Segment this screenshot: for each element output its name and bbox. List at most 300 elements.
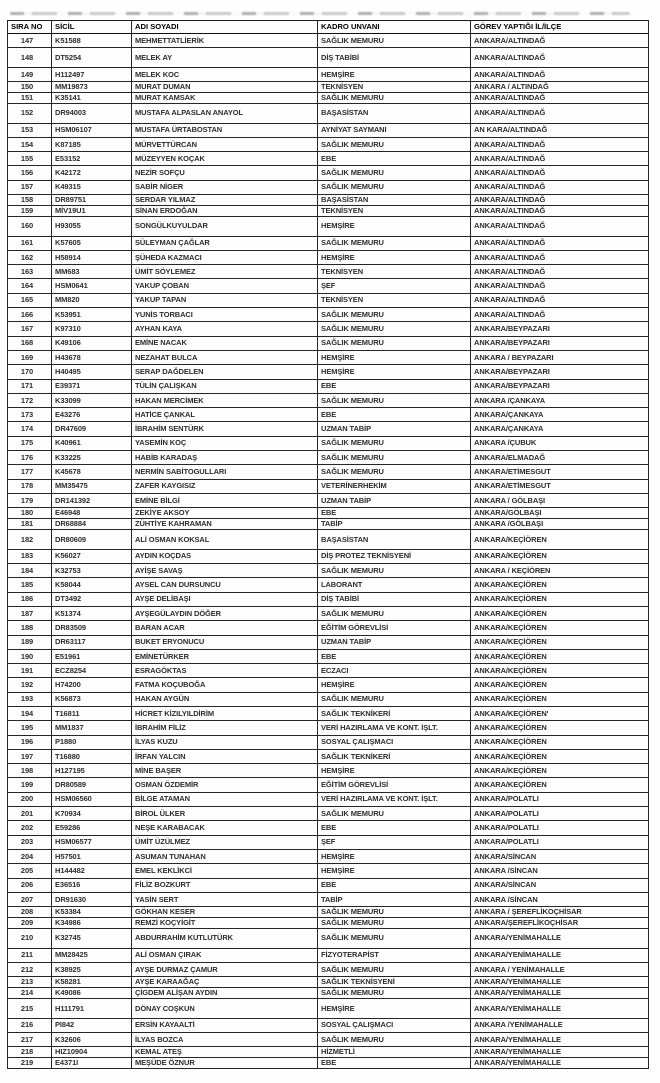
table-row: [8, 835, 649, 849]
table-row: [8, 236, 649, 250]
table-row: [8, 104, 649, 124]
cell-kadro-unvani: HEMŞİRE: [318, 849, 471, 863]
cell-sira-no: 180: [8, 508, 52, 519]
table-row: [8, 606, 649, 620]
table-row: [8, 408, 649, 422]
cell-sicil: PI842: [52, 1018, 132, 1032]
cell-sicil: MİV19U1: [52, 206, 132, 217]
table-row: [8, 735, 649, 749]
table-row: [8, 34, 649, 48]
cell-sicil: ECZ8254: [52, 664, 132, 678]
table-row: [8, 592, 649, 606]
cell-adi-soyadi: HİCRET KİZILYILDİRİM: [132, 706, 318, 720]
cell-gorev-il-ilce: ANKARA/KEÇİÖREN: [471, 549, 649, 563]
cell-adi-soyadi: YAKUP TAPAN: [132, 293, 318, 307]
cell-gorev-il-ilce: ANKARA / YENİMAHALLE: [471, 962, 649, 976]
cell-sicil: K49106: [52, 336, 132, 350]
cell-sira-no: 187: [8, 606, 52, 620]
table-row: [8, 308, 649, 322]
table-row: [8, 279, 649, 293]
cell-gorev-il-ilce: ANKARA /YENİMAHALLE: [471, 1018, 649, 1032]
cell-sicil: K57605: [52, 236, 132, 250]
cell-gorev-il-ilce: ANKARA/YENİMAHALLE: [471, 1047, 649, 1058]
cell-adi-soyadi: YASİN SERT: [132, 892, 318, 906]
cell-sicil: H144482: [52, 864, 132, 878]
cell-adi-soyadi: SİNAN ERDOĞAN: [132, 206, 318, 217]
table-row: [8, 48, 649, 68]
cell-sira-no: 182: [8, 530, 52, 550]
cell-kadro-unvani: SAĞLIK MEMURU: [318, 962, 471, 976]
cell-gorev-il-ilce: ANKARA/KEÇİÖREN: [471, 592, 649, 606]
cell-gorev-il-ilce: ANKARA/ALTINDAĞ: [471, 137, 649, 151]
cell-adi-soyadi: SONGÜLKUYULDAR: [132, 217, 318, 237]
cell-sicil: K32606: [52, 1033, 132, 1047]
cell-adi-soyadi: YASEMİN KOÇ: [132, 436, 318, 450]
cell-gorev-il-ilce: ANKARA/ALTINDAĞ: [471, 104, 649, 124]
cell-gorev-il-ilce: ANKARA /SİNCAN: [471, 892, 649, 906]
table-row: [8, 217, 649, 237]
table-row: [8, 451, 649, 465]
cell-sicil: HSM06560: [52, 792, 132, 806]
cell-sira-no: 184: [8, 564, 52, 578]
cell-gorev-il-ilce: ANKARA/ALTINDAĞ: [471, 67, 649, 81]
cell-gorev-il-ilce: ANKARA/YENİMAHALLE: [471, 948, 649, 962]
cell-sira-no: 155: [8, 152, 52, 166]
cell-sira-no: 206: [8, 878, 52, 892]
cell-sira-no: 166: [8, 308, 52, 322]
cell-adi-soyadi: BİLGE ATAMAN: [132, 792, 318, 806]
cell-kadro-unvani: SAĞLIK TEKNİSYENİ: [318, 977, 471, 988]
cell-sicil: E59286: [52, 821, 132, 835]
table-row: [8, 365, 649, 379]
cell-sicil: HSM0641: [52, 279, 132, 293]
cell-kadro-unvani: BAŞASİSTAN: [318, 195, 471, 206]
cell-sira-no: 162: [8, 250, 52, 264]
table-row: [8, 878, 649, 892]
cell-sicil: K87185: [52, 137, 132, 151]
cell-sicil: K42172: [52, 166, 132, 180]
cell-sicil: K53951: [52, 308, 132, 322]
cell-sira-no: 191: [8, 664, 52, 678]
table-row: [8, 166, 649, 180]
cell-gorev-il-ilce: ANKARA/KEÇİÖREN: [471, 735, 649, 749]
column-header-kadro-unvani: KADRO UNVANI: [318, 21, 471, 34]
cell-sicil: K70934: [52, 807, 132, 821]
table-body: [8, 34, 649, 1069]
table-row: [8, 821, 649, 835]
table-row: [8, 892, 649, 906]
column-header-sicil: SİCİL: [52, 21, 132, 34]
cell-sira-no: 149: [8, 67, 52, 81]
cell-sicil: E53152: [52, 152, 132, 166]
table-row: [8, 664, 649, 678]
cell-sicil: K53384: [52, 907, 132, 918]
cell-sira-no: 151: [8, 93, 52, 104]
table-row: [8, 678, 649, 692]
cell-kadro-unvani: AYNİYAT SAYMANI: [318, 123, 471, 137]
cell-gorev-il-ilce: ANKARA/KEÇİÖREN': [471, 706, 649, 720]
cell-sicil: DR80589: [52, 778, 132, 792]
cell-sicil: K49086: [52, 988, 132, 999]
cell-sira-no: 215: [8, 999, 52, 1019]
cell-gorev-il-ilce: ANKARA/ALTINDAĞ: [471, 236, 649, 250]
cell-kadro-unvani: SAĞLIK MEMURU: [318, 393, 471, 407]
cell-gorev-il-ilce: ANKARA /ÇANKAYA: [471, 393, 649, 407]
cell-kadro-unvani: DİŞ TABİBİ: [318, 592, 471, 606]
cell-sicil: H93055: [52, 217, 132, 237]
cell-sicil: K38925: [52, 962, 132, 976]
cell-sicil: E43276: [52, 408, 132, 422]
cell-sicil: DR63117: [52, 635, 132, 649]
table-row: [8, 1047, 649, 1058]
table-row: [8, 206, 649, 217]
cell-gorev-il-ilce: ANKARA/BEYPAZARI: [471, 365, 649, 379]
cell-kadro-unvani: EBE: [318, 408, 471, 422]
cell-kadro-unvani: SAĞLIK MEMURU: [318, 93, 471, 104]
table-row: [8, 621, 649, 635]
cell-sira-no: 196: [8, 735, 52, 749]
table-row: [8, 948, 649, 962]
table-row: [8, 864, 649, 878]
cell-sira-no: 171: [8, 379, 52, 393]
cell-gorev-il-ilce: ANKARA/POLATLI: [471, 835, 649, 849]
cell-sicil: H112497: [52, 67, 132, 81]
cell-kadro-unvani: EBE: [318, 821, 471, 835]
table-row: [8, 93, 649, 104]
cell-sira-no: 160: [8, 217, 52, 237]
cell-gorev-il-ilce: ANKARA/KEÇİÖREN: [471, 764, 649, 778]
cell-sicil: DR89751: [52, 195, 132, 206]
cell-adi-soyadi: HABİB KARADAŞ: [132, 451, 318, 465]
cell-sicil: E39371: [52, 379, 132, 393]
cell-adi-soyadi: ABDURRAHİM KUTLUTÜRK: [132, 929, 318, 949]
cell-gorev-il-ilce: ANKARA/YENİMAHALLE: [471, 929, 649, 949]
cell-gorev-il-ilce: ANKARA/ALTINDAĞ: [471, 250, 649, 264]
cell-kadro-unvani: HEMŞİRE: [318, 350, 471, 364]
cell-sira-no: 216: [8, 1018, 52, 1032]
cell-sira-no: 159: [8, 206, 52, 217]
cell-sicil: H58914: [52, 250, 132, 264]
cell-adi-soyadi: KEMAL ATEŞ: [132, 1047, 318, 1058]
cell-adi-soyadi: MELEK KOC: [132, 67, 318, 81]
cell-sicil: E36516: [52, 878, 132, 892]
cell-sira-no: 199: [8, 778, 52, 792]
cell-gorev-il-ilce: ANKARA/POLATLI: [471, 821, 649, 835]
cell-sira-no: 152: [8, 104, 52, 124]
cell-sira-no: 178: [8, 479, 52, 493]
cell-adi-soyadi: ÜMİT SÖYLEMEZ: [132, 265, 318, 279]
cell-adi-soyadi: MURAT KAMSAK: [132, 93, 318, 104]
cell-gorev-il-ilce: ANKARA/KEÇİÖREN: [471, 664, 649, 678]
cell-kadro-unvani: HEMŞİRE: [318, 217, 471, 237]
cell-adi-soyadi: NERMİN SABİTOGULLARI: [132, 465, 318, 479]
cell-kadro-unvani: EBE: [318, 878, 471, 892]
table-row: [8, 1058, 649, 1069]
cell-sicil: DR94003: [52, 104, 132, 124]
cell-adi-soyadi: REMZİ KOÇYİGİT: [132, 918, 318, 929]
cell-sicil: HSM06577: [52, 835, 132, 849]
cell-adi-soyadi: SABİR NİGER: [132, 180, 318, 194]
table-row: [8, 393, 649, 407]
cell-sira-no: 173: [8, 408, 52, 422]
cell-kadro-unvani: ŞEF: [318, 279, 471, 293]
cell-gorev-il-ilce: ANKARA /GÖLBAŞI: [471, 519, 649, 530]
cell-kadro-unvani: SAĞLIK MEMURU: [318, 465, 471, 479]
table-row: [8, 322, 649, 336]
cell-sira-no: 192: [8, 678, 52, 692]
cell-sira-no: 183: [8, 549, 52, 563]
cell-sicil: DR83509: [52, 621, 132, 635]
cell-adi-soyadi: AYŞE KARAAĞAÇ: [132, 977, 318, 988]
cell-adi-soyadi: EMİNE NACAK: [132, 336, 318, 350]
cell-adi-soyadi: AYŞE DURMAZ ÇAMUR: [132, 962, 318, 976]
cell-sicil: H74200: [52, 678, 132, 692]
table-row: [8, 778, 649, 792]
table-row: [8, 1033, 649, 1047]
table-row: [8, 749, 649, 763]
cell-adi-soyadi: AYSEL CAN DURSUNCU: [132, 578, 318, 592]
cell-kadro-unvani: SAĞLIK MEMURU: [318, 436, 471, 450]
cell-kadro-unvani: DİŞ TABİBİ: [318, 48, 471, 68]
cell-sicil: MM28425: [52, 948, 132, 962]
cell-sira-no: 147: [8, 34, 52, 48]
cell-gorev-il-ilce: ANKARA/YENİMAHALLE: [471, 1033, 649, 1047]
cell-sicil: K56873: [52, 692, 132, 706]
cell-gorev-il-ilce: ANKARA/ŞEREFLİKOÇHİSAR: [471, 918, 649, 929]
cell-gorev-il-ilce: ANKARA/YENİMAHALLE: [471, 988, 649, 999]
cell-adi-soyadi: FATMA KOÇUBOĞA: [132, 678, 318, 692]
cell-kadro-unvani: SAĞLIK MEMURU: [318, 1033, 471, 1047]
table-row: [8, 293, 649, 307]
cell-adi-soyadi: MÜZEYYEN KOÇAK: [132, 152, 318, 166]
cell-gorev-il-ilce: ANKARA /SİNCAN: [471, 864, 649, 878]
cell-gorev-il-ilce: ANKARA/ÇANKAYA: [471, 422, 649, 436]
cell-sira-no: 205: [8, 864, 52, 878]
cell-sicil: MM820: [52, 293, 132, 307]
cell-kadro-unvani: LABORANT: [318, 578, 471, 592]
table-row: [8, 1018, 649, 1032]
cell-adi-soyadi: İBRAHİM FİLİZ: [132, 721, 318, 735]
cell-sicil: H43678: [52, 350, 132, 364]
cell-adi-soyadi: MUSTAFA ALPASLAN ANAYOL: [132, 104, 318, 124]
cell-kadro-unvani: SAĞLIK MEMURU: [318, 918, 471, 929]
cell-sicil: H127195: [52, 764, 132, 778]
cell-sicil: HSM06107: [52, 123, 132, 137]
cell-sira-no: 181: [8, 519, 52, 530]
cell-gorev-il-ilce: ANKARA/ETİMESGUT: [471, 479, 649, 493]
cell-sira-no: 179: [8, 493, 52, 507]
cell-kadro-unvani: SAĞLIK MEMURU: [318, 907, 471, 918]
cell-gorev-il-ilce: ANKARA/ALTINDAĞ: [471, 293, 649, 307]
cell-gorev-il-ilce: ANKARA/KEÇİÖREN: [471, 678, 649, 692]
cell-gorev-il-ilce: ANKARA/KEÇİÖREN: [471, 606, 649, 620]
table-row: [8, 564, 649, 578]
cell-kadro-unvani: UZMAN TABİP: [318, 422, 471, 436]
cell-sicil: K58281: [52, 977, 132, 988]
cell-sicil: K40961: [52, 436, 132, 450]
cell-sicil: MM683: [52, 265, 132, 279]
cell-gorev-il-ilce: ANKARA/ALTINDAĞ: [471, 180, 649, 194]
cell-gorev-il-ilce: ANKARA/ALTINDAĞ: [471, 308, 649, 322]
cell-kadro-unvani: VERİ HAZIRLAMA VE KONT. İŞLT.: [318, 721, 471, 735]
cell-adi-soyadi: ÇİGDEM ALİŞAN AYDIN: [132, 988, 318, 999]
column-header-adi-soyadi: ADI SOYADI: [132, 21, 318, 34]
table-row: [8, 721, 649, 735]
table-row: [8, 519, 649, 530]
table-row: [8, 436, 649, 450]
cell-sira-no: 209: [8, 918, 52, 929]
cell-kadro-unvani: SAĞLIK TEKNİKERİ: [318, 706, 471, 720]
cell-kadro-unvani: SAĞLIK MEMURU: [318, 322, 471, 336]
cell-kadro-unvani: EBE: [318, 152, 471, 166]
cell-sicil: T16880: [52, 749, 132, 763]
cell-sira-no: 219: [8, 1058, 52, 1069]
cell-kadro-unvani: VETERİNERHEKİM: [318, 479, 471, 493]
cell-kadro-unvani: EBE: [318, 508, 471, 519]
cell-kadro-unvani: TEKNİSYEN: [318, 206, 471, 217]
cell-adi-soyadi: DÖNAY COŞKUN: [132, 999, 318, 1019]
cell-kadro-unvani: EBE: [318, 649, 471, 663]
cell-sira-no: 174: [8, 422, 52, 436]
cell-sira-no: 157: [8, 180, 52, 194]
table-row: [8, 792, 649, 806]
cell-adi-soyadi: HAKAN MERCİMEK: [132, 393, 318, 407]
cell-adi-soyadi: GÖKHAN KESER: [132, 907, 318, 918]
cell-sicil: DR80609: [52, 530, 132, 550]
cell-kadro-unvani: EĞİTİM GÖREVLİSİ: [318, 778, 471, 792]
table-row: [8, 82, 649, 93]
cell-adi-soyadi: AYHAN KAYA: [132, 322, 318, 336]
table-row: [8, 977, 649, 988]
cell-gorev-il-ilce: ANKARA/ALTINDAĞ: [471, 93, 649, 104]
cell-sicil: MM35475: [52, 479, 132, 493]
cell-adi-soyadi: İLYAS BOZCA: [132, 1033, 318, 1047]
table-row: [8, 578, 649, 592]
cell-gorev-il-ilce: ANKARA/BEYPAZARI: [471, 379, 649, 393]
table-row: [8, 195, 649, 206]
cell-gorev-il-ilce: ANKARA / BEYPAZARI: [471, 350, 649, 364]
table-row: [8, 350, 649, 364]
cell-kadro-unvani: SAĞLIK MEMURU: [318, 807, 471, 821]
cell-sicil: P1880: [52, 735, 132, 749]
cell-gorev-il-ilce: ANKARA/ALTINDAĞ: [471, 152, 649, 166]
cell-gorev-il-ilce: ANKARA/POLATLI: [471, 792, 649, 806]
column-header-gorev-il-ilce: GÖREV YAPTIĞI İL/İLÇE: [471, 21, 649, 34]
cell-sicil: DR47609: [52, 422, 132, 436]
cell-adi-soyadi: EMİNETÜRKER: [132, 649, 318, 663]
cell-sira-no: 168: [8, 336, 52, 350]
cell-adi-soyadi: SÜLEYMAN ÇAĞLAR: [132, 236, 318, 250]
cell-kadro-unvani: TEKNİSYEN: [318, 293, 471, 307]
table-row: [8, 999, 649, 1019]
cell-sira-no: 177: [8, 465, 52, 479]
cell-gorev-il-ilce: ANKARA/KEÇİÖREN: [471, 530, 649, 550]
cell-sicil: K45678: [52, 465, 132, 479]
cell-adi-soyadi: SERAP DAĞDELEN: [132, 365, 318, 379]
cell-kadro-unvani: UZMAN TABİP: [318, 493, 471, 507]
cell-adi-soyadi: NEŞE KARABACAK: [132, 821, 318, 835]
cell-sicil: HIZ10904: [52, 1047, 132, 1058]
cell-kadro-unvani: SOSYAL ÇALIŞMACI: [318, 1018, 471, 1032]
cell-kadro-unvani: SAĞLIK TEKNİKERİ: [318, 749, 471, 763]
cell-gorev-il-ilce: ANKARA/YENİMAHALLE: [471, 977, 649, 988]
cell-adi-soyadi: MİNE BAŞER: [132, 764, 318, 778]
cell-adi-soyadi: AYİŞE SAVAŞ: [132, 564, 318, 578]
cell-kadro-unvani: EĞİTİM GÖREVLİSİ: [318, 621, 471, 635]
cell-kadro-unvani: FİZYOTERAPİST: [318, 948, 471, 962]
cell-sira-no: 214: [8, 988, 52, 999]
cell-sicil: K34986: [52, 918, 132, 929]
cell-kadro-unvani: HEMŞİRE: [318, 678, 471, 692]
cell-adi-soyadi: ALİ OSMAN KOKSAL: [132, 530, 318, 550]
cell-sicil: K56027: [52, 549, 132, 563]
cell-kadro-unvani: HİZMETLİ: [318, 1047, 471, 1058]
table-row: [8, 180, 649, 194]
cell-kadro-unvani: HEMŞİRE: [318, 999, 471, 1019]
cell-adi-soyadi: YUNİS TORBACI: [132, 308, 318, 322]
cell-sira-no: 188: [8, 621, 52, 635]
cell-sira-no: 172: [8, 393, 52, 407]
cell-adi-soyadi: HATİCE ÇANKAL: [132, 408, 318, 422]
cell-sira-no: 212: [8, 962, 52, 976]
cell-kadro-unvani: SAĞLIK MEMURU: [318, 166, 471, 180]
cell-adi-soyadi: ŞÜHEDA KAZMACI: [132, 250, 318, 264]
cell-sira-no: 186: [8, 592, 52, 606]
table-row: [8, 422, 649, 436]
table-row: [8, 379, 649, 393]
cell-sira-no: 164: [8, 279, 52, 293]
cell-kadro-unvani: HEMŞİRE: [318, 764, 471, 778]
cell-sicil: K35141: [52, 93, 132, 104]
cell-sicil: DR141392: [52, 493, 132, 507]
table-row: [8, 962, 649, 976]
table-row: [8, 493, 649, 507]
cell-kadro-unvani: HEMŞİRE: [318, 250, 471, 264]
cell-sira-no: 167: [8, 322, 52, 336]
cell-sicil: MM1837: [52, 721, 132, 735]
cell-sira-no: 208: [8, 907, 52, 918]
cell-kadro-unvani: SAĞLIK MEMURU: [318, 180, 471, 194]
cell-kadro-unvani: HEMŞİRE: [318, 67, 471, 81]
cell-sira-no: 175: [8, 436, 52, 450]
table-row: [8, 152, 649, 166]
cell-gorev-il-ilce: ANKARA/GÖLBAŞI: [471, 508, 649, 519]
cell-adi-soyadi: BİROL ÜLKER: [132, 807, 318, 821]
cell-gorev-il-ilce: ANKARA/YENİMAHALLE: [471, 1058, 649, 1069]
cell-gorev-il-ilce: ANKARA / ŞEREFLİKOÇHİSAR: [471, 907, 649, 918]
cell-sicil: K32745: [52, 929, 132, 949]
cell-kadro-unvani: TEKNİSYEN: [318, 265, 471, 279]
cell-kadro-unvani: SAĞLIK MEMURU: [318, 988, 471, 999]
cell-sira-no: 170: [8, 365, 52, 379]
cell-kadro-unvani: SAĞLIK MEMURU: [318, 34, 471, 48]
cell-gorev-il-ilce: ANKARA/BEYPAZARI: [471, 336, 649, 350]
cell-adi-soyadi: ÜMİT ÜZÜLMEZ: [132, 835, 318, 849]
cell-adi-soyadi: MEŞÜDE ÖZNUR: [132, 1058, 318, 1069]
cell-gorev-il-ilce: ANKARA/ÇANKAYA: [471, 408, 649, 422]
cell-sira-no: 158: [8, 195, 52, 206]
cell-sira-no: 210: [8, 929, 52, 949]
cell-sira-no: 169: [8, 350, 52, 364]
cell-sicil: K33099: [52, 393, 132, 407]
cell-sicil: K51588: [52, 34, 132, 48]
cell-kadro-unvani: SOSYAL ÇALIŞMACI: [318, 735, 471, 749]
cell-kadro-unvani: SAĞLIK MEMURU: [318, 451, 471, 465]
cell-adi-soyadi: MURAT DUMAN: [132, 82, 318, 93]
cell-kadro-unvani: SAĞLIK MEMURU: [318, 236, 471, 250]
cell-kadro-unvani: SAĞLIK MEMURU: [318, 137, 471, 151]
cell-adi-soyadi: ALİ OSMAN ÇIRAK: [132, 948, 318, 962]
